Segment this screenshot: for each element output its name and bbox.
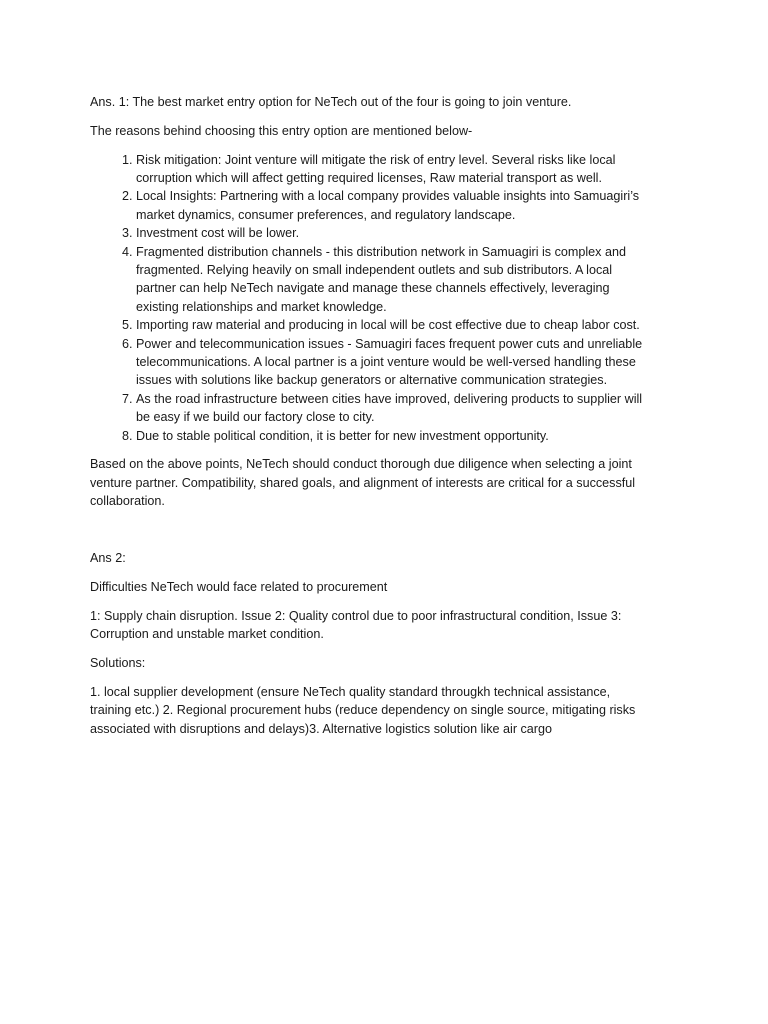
solutions-heading: Solutions: [90,655,146,670]
reasons-heading: The reasons behind choosing this entry option are mentioned below- [90,123,473,138]
reason-item-8: 8. Due to stable political condition, it is better for new investment opportunity. [136,427,650,445]
answer1-intro: Ans. 1: The best market entry option for NeTech out of the four is going to join venture. [90,95,572,109]
section-spacer [90,521,650,549]
reason-item-2: 2. Local Insights: Partnering with a local company provides valuable insights into Samuagiri’s market dynamics, consumer preferences, and regulatory landscape. [136,187,650,224]
reason-item-4: 4. Fragmented distribution channels - this distribution network in Samuagiri is complex and fragmented. Relying heavily on small independent outlets and sub distributors. A local partner can help NeTech navigate and manage these channels effectively, leveraging existing relationships and market knowledge. [136,243,650,317]
reason-item-3: 3. Investment cost will be lower. [136,224,650,242]
reason-item-1: 1. Risk mitigation: Joint venture will mitigate the risk of entry level. Several risks like local corruption which will affect getting required licenses, Raw material transport as well. [136,151,650,188]
answer2-heading: Ans 2: [90,551,126,566]
reasons-list [90,151,650,446]
reason-item-5: 5. Importing raw material and producing in local will be cost effective due to cheap labor cost. [136,316,650,334]
document-page [90,93,650,748]
reason-item-7: 7. As the road infrastructure between cities have improved, delivering products to supplier will be easy if we build our factory close to city. [136,390,650,427]
reason-item-6: 6. Power and telecommunication issues - Samuagiri faces frequent power cuts and unreliable telecommunications. A local partner is a joint venture would be well-versed handling these issues with solutions like backup generators or alternative communication strategies. [136,335,650,390]
answer2-subheading: Difficulties NeTech would face related to procurement [90,579,388,594]
answer2-issues: 1: Supply chain disruption. Issue 2: Quality control due to poor infrastructural condition, Issue 3: Corruption and unstable market condition. [90,608,622,642]
answer1-conclusion: Based on the above points, NeTech should conduct thorough due diligence when selecting a joint venture partner. Compatibility, shared goals, and alignment of interests are critical for a successful collaboration. [90,457,636,509]
solutions-text: 1. local supplier development (ensure NeTech quality standard througkh technical assistance, training etc.) 2. Regional procurement hubs (reduce dependency on single source, mitigating risks associated with disruptions and delays)3. Alternative logistics solution like air cargo [90,684,636,736]
